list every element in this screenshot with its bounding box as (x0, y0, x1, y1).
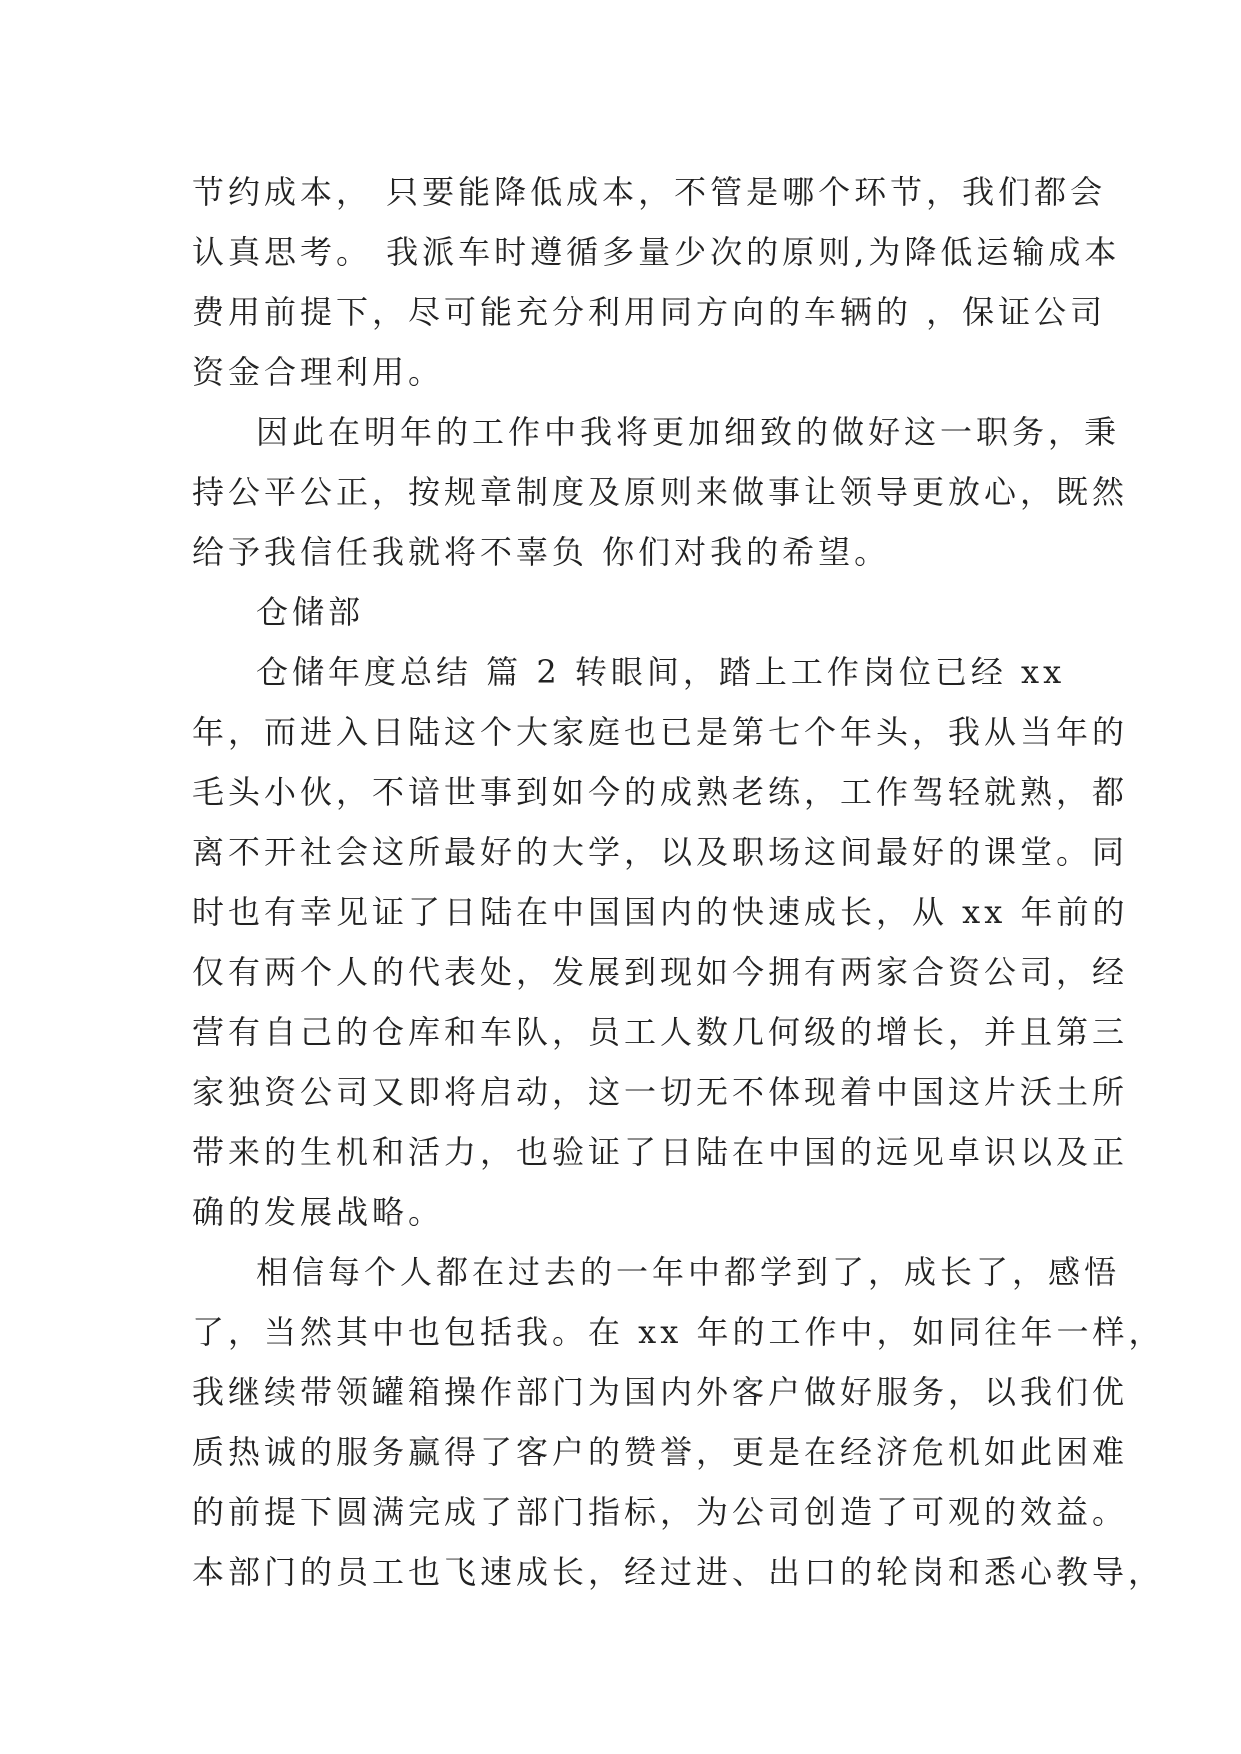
text-line: 给予我信任我就将不辜负 你们对我的希望。 (192, 533, 891, 571)
text-line: 离不开社会这所最好的大学，以及职场这间最好的课堂。同 (192, 833, 1129, 871)
text-line: 节约成本， 只要能降低成本，不管是哪个环节，我们都会 (192, 173, 1107, 211)
text-line: 因此在明年的工作中我将更加细致的做好这一职务，秉 (256, 413, 1121, 451)
text-line: 年，而进入日陆这个大家庭也已是第七个年头，我从当年的 (192, 713, 1129, 751)
text-line: 认真思考。 我派车时遵循多量少次的原则,为降低运输成本 (192, 233, 1121, 271)
text-line: 仅有两个人的代表处，发展到现如今拥有两家合资公司，经 (192, 953, 1129, 991)
text-line: 时也有幸见证了日陆在中国国内的快速成长，从 xx 年前的 (192, 893, 1129, 931)
text-line: 我继续带领罐箱操作部门为国内外客户做好服务，以我们优 (192, 1373, 1129, 1411)
text-line: 确的发展战略。 (192, 1193, 445, 1231)
document-body (192, 162, 1165, 1602)
text-line: 带来的生机和活力，也验证了日陆在中国的远见卓识以及正 (192, 1133, 1129, 1171)
text-line: 了，当然其中也包括我。在 xx 年的工作中，如同往年一样， (192, 1313, 1165, 1351)
text-line: 家独资公司又即将启动，这一切无不体现着中国这片沃土所 (192, 1073, 1129, 1111)
text-line: 费用前提下，尽可能充分利用同方向的车辆的 ，保证公司 (192, 293, 1107, 331)
text-line: 相信每个人都在过去的一年中都学到了，成长了，感悟 (256, 1253, 1121, 1291)
text-line: 仓储年度总结 篇 2 转眼间，踏上工作岗位已经 xx (256, 653, 1066, 691)
text-line: 营有自己的仓库和车队，员工人数几何级的增长，并且第三 (192, 1013, 1129, 1051)
text-line: 持公平公正，按规章制度及原则来做事让领导更放心，既然 (192, 473, 1129, 511)
text-line: 资金合理利用。 (192, 353, 445, 391)
text-line: 本部门的员工也飞速成长，经过进、出口的轮岗和悉心教导， (192, 1553, 1165, 1591)
text-line: 质热诚的服务赢得了客户的赞誉，更是在经济危机如此困难 (192, 1433, 1129, 1471)
section-heading: 仓储部 (256, 593, 365, 631)
text-line: 的前提下圆满完成了部门指标，为公司创造了可观的效益。 (192, 1493, 1129, 1531)
text-line: 毛头小伙，不谙世事到如今的成熟老练，工作驾轻就熟，都 (192, 773, 1129, 811)
